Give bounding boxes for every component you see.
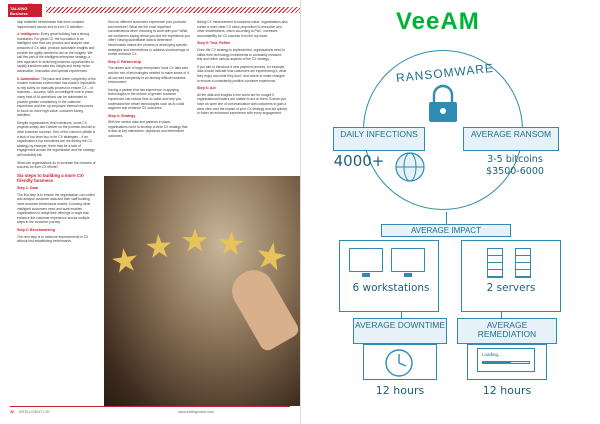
item-title: Automation: bbox=[20, 76, 41, 81]
section-heading: Six steps to building a more CX-friendly business bbox=[17, 172, 85, 184]
daily-infections-label: DAILY INFECTIONS bbox=[340, 129, 418, 139]
quote-icon: ” bbox=[27, 2, 33, 14]
step-heading: Step 3: Partnership bbox=[108, 59, 141, 64]
average-downtime-label: AVERAGE DOWNTIME bbox=[354, 320, 446, 330]
progress-bar bbox=[482, 361, 530, 364]
item-text: Every great building has a strong foundation. For great CX, the foundation is an intelligent core that can process and analyse vast amounts of CX data, produce actionable insights and provide the agility needed to act on the insights. We call this part of the intelligent enterprise strategy, a new approach to delivering business opportunities to rapidly transform data into insight and freely move automation, innovation and optimal experiences. bbox=[17, 32, 95, 73]
item-number: 4. bbox=[17, 32, 20, 37]
servers-card bbox=[461, 240, 561, 312]
monitor-icon bbox=[349, 248, 383, 272]
header-stripe bbox=[46, 7, 300, 13]
veeam-logo: VeeAM bbox=[396, 8, 480, 35]
item-text: The pace and sheer complexity of the modern business environment has made it impossible to rely solely on manually process to ensure CX – or business – success. With an intelligent core in place, many best-of-fit operations can be automated to provide greater consistency in the customer experience and free up employee internal resources to focus on more high-value, customer-facing activities. bbox=[17, 76, 96, 118]
average-ransom-label: AVERAGE RANSOM bbox=[470, 129, 552, 139]
star-icon bbox=[182, 228, 208, 254]
average-ransom-value: 3-5 bitcoins bbox=[487, 154, 543, 165]
star-icon bbox=[110, 246, 139, 275]
magazine-name: INTELLIGENT CIO bbox=[19, 410, 50, 414]
step-heading: Step 4: Strategy bbox=[108, 113, 136, 118]
average-downtime-box bbox=[353, 318, 447, 344]
star-icon bbox=[254, 240, 289, 275]
talking-business-badge bbox=[8, 4, 42, 17]
lock-icon bbox=[425, 84, 461, 124]
average-impact-banner: AVERAGE IMPACT bbox=[381, 224, 511, 237]
progress-fill bbox=[483, 362, 511, 363]
servers-value: 2 servers bbox=[486, 282, 536, 294]
step-heading: Step 1: Data bbox=[17, 186, 38, 191]
daily-infections-box bbox=[333, 127, 425, 151]
paragraph: The next step is to measure improvements in CX without first establishing benchmarks. bbox=[17, 234, 89, 244]
average-remediation-value: 12 hours bbox=[482, 384, 532, 397]
page-footer bbox=[10, 406, 290, 416]
item-title: Intelligence: bbox=[20, 32, 40, 37]
paragraph: Having a partner that has experience in applying technologies in the service of greater customer experience can reduce time-to-value and help you understand the newer technologies such as AI could augment and enhance CX outcomes. bbox=[108, 87, 185, 111]
item-number: 5. bbox=[17, 76, 20, 81]
star-icon bbox=[145, 233, 173, 261]
globe-icon bbox=[393, 150, 427, 184]
server-icon bbox=[515, 248, 531, 278]
paragraph: All the data and insights in the world are for nought if organisational leaders are unable to act on them. Ensure you have an open line of communication with customers to gain a clear view over the impact of your CX strategy and act quickly to foster an enhanced experience with every engagement. bbox=[197, 92, 287, 116]
list-item bbox=[17, 32, 96, 73]
step-heading: Step 5: Test, Refine bbox=[197, 41, 231, 46]
paragraph: If you aim to introduce a new payment process, for example, data should indicate how customers are experiencing it, what they enjoy and what they don't, and where to make changes to ensure a consistently positive customer experience. bbox=[197, 64, 287, 83]
intro-text: help establish benchmarks that drive constant improvement across end-to-end CX activities. bbox=[17, 20, 84, 29]
five-star-rating-photo bbox=[104, 176, 300, 406]
monitor-icon bbox=[391, 248, 425, 272]
star-icon bbox=[217, 230, 245, 258]
connector-line bbox=[446, 212, 447, 224]
paragraph: With the correct data and partners in place, organisations need to develop a clear CX strategy that is also at key milestones, objectives and determined outcomes. bbox=[108, 120, 188, 139]
list-item bbox=[17, 77, 96, 118]
average-downtime-value: 12 hours bbox=[375, 384, 425, 397]
paragraph: The dream size of large enterprises' local CX data sets and the mix of technologies needed to make sense of it all can add complexity to an already difficult business environment. bbox=[108, 66, 189, 85]
paragraph: linking CX measurement to business value, organisations also create a more clear CX value proposition to executive and other shareholders, which according to PwC, increases accountability for CX success from the top down. bbox=[197, 20, 288, 38]
badge-line1: TALKING bbox=[10, 5, 28, 11]
paragraph: What can organisations do to increase the chances of success for their CX efforts? bbox=[17, 160, 96, 170]
infographic-title: RANSOMWARE bbox=[395, 60, 495, 86]
paragraph: How do different customers experience your products and services? What are the most important considerations when choosing to work with you? What are customers saying about you and the experience you offer? Having quantifiable data to determine benchmarks makes the process of developing specific strategies and interventions to address shortcomings or further enhance CX. bbox=[108, 20, 190, 57]
average-ransom-dollars: $3500-6000 bbox=[486, 166, 544, 177]
ransomware-infographic bbox=[300, 0, 600, 424]
loading-screen bbox=[477, 348, 535, 372]
workstations-value: 6 workstations bbox=[352, 282, 430, 294]
paragraph: Despite organisations' best intentions, some CX projects simply don't deliver on the promise and fail to drive business success. One of the common pitfalls is a lack of top-level buy-in for CX strategies – if an organisation's top executives are not driving the CX strategy by example, there may be a lack of engagement across the organisation and the strategy will inevitably fail. bbox=[17, 120, 96, 158]
step-heading: Step 6: Act bbox=[197, 86, 216, 91]
article-column-2 bbox=[108, 20, 190, 142]
badge-line2: Business bbox=[10, 10, 28, 16]
page-number: 32 bbox=[10, 410, 14, 414]
article-column-3 bbox=[197, 20, 288, 119]
average-remediation-box bbox=[457, 318, 557, 344]
clock-icon bbox=[381, 346, 417, 380]
article-column-1 bbox=[17, 20, 96, 247]
loading-text: Loading... bbox=[482, 352, 502, 357]
step-heading: Step 2: Benchmarking bbox=[17, 227, 55, 232]
daily-infections-value: 4000+ bbox=[333, 152, 385, 170]
average-ransom-box bbox=[463, 127, 559, 151]
paragraph: Once the CX strategy is implemented, organisations need to utilise their technology investments to constantly measure, test and refine various aspects of the CX strategy. bbox=[197, 47, 285, 62]
paragraph: The first step is to ensure the organisation can collect and analyse customer data and their staff building more accurate behavioural models. Knowing what intelligent customers need and want enables organisations to adapt their offerings in ways that enhance the customer experience across multiple steps in the customer journey. bbox=[17, 192, 95, 225]
server-icon bbox=[487, 248, 503, 278]
average-remediation-label: AVERAGE REMEDIATION bbox=[477, 320, 537, 339]
hand-image bbox=[225, 263, 300, 353]
website-url: www.intelligentcio.com bbox=[178, 410, 215, 414]
